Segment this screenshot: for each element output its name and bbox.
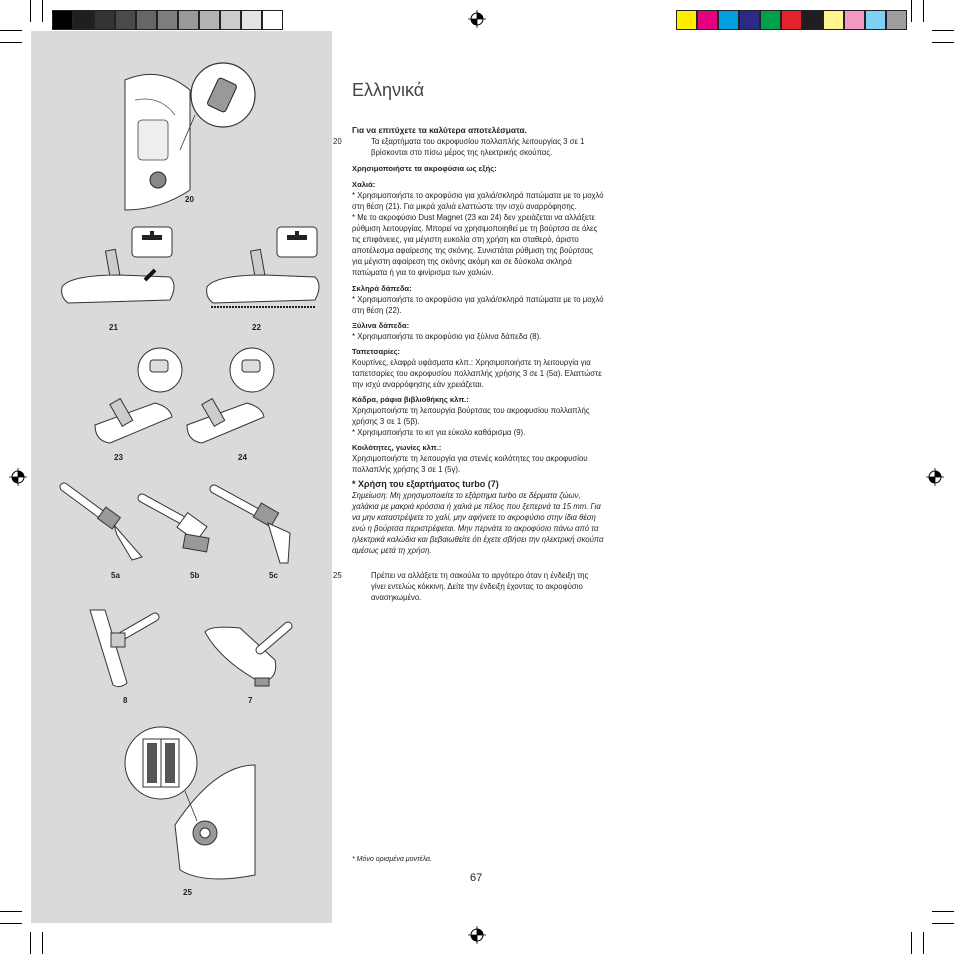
grayscale-swatch [94,10,115,30]
figure-20-illustration [120,60,260,215]
color-swatch [697,10,718,30]
figure-23-illustration [90,345,185,450]
grayscale-swatch [73,10,94,30]
registration-mark-right [926,468,944,486]
crevices-text: Χρησιμοποιήστε τη λειτουργία για στενές κοιλότητες του ακροφυσίου πολλαπλής χρήσης 3 σε 1 (5γ). [352,454,588,474]
hard-floors-title: Σκληρά δάπεδα: [352,284,412,293]
grayscale-swatch [241,10,262,30]
use-as-follows: Χρησιμοποιήστε τα ακροφύσια ως εξής: [352,164,497,173]
figure-20-label: 20 [185,195,194,204]
frames-text-1: Χρησιμοποιήστε τη λειτουργία βούρτσας του ακροφυσίου πολλαπλής χρήσης 3 σε 1 (5β). [352,406,590,426]
color-swatch [739,10,760,30]
figure-25-label: 25 [183,888,192,897]
crevices-title: Κοιλότητες, γωνίες κλπ.: [352,443,442,452]
grayscale-swatch [52,10,73,30]
turbo-note: Σημείωση: Μη χρησιμοποιείτε το εξάρτημα turbo σε δέρματα ζώων, χαλάκια με μακριά κρόσσια ή χαλιά με πέλος που ξεπερνά τα 15 mm. Για να μην καταστρέψετε το χαλί, μην αφήνετε το ακροφύσιο στην ίδια θέση ενώ η βούρτσα περιστρέφεται. Μην περνάτε το ακροφύσιο πάνω από τα ηλεκτρικά καλώδια και βεβαιωθείτε ότι έχετε σβήσει την ηλεκτρική σκούπα αμέσως μετά τη χρήση. [352,491,604,555]
color-swatch [676,10,697,30]
instruction-item-25: 25 Πρέπει να αλλάξετε τη σακούλα το αργότερο όταν η ένδειξη της γίνει εντελώς κόκκινη. Δείτε την ένδειξη έχοντας το ακροφύσιο ανασηκωμένο. [333,571,589,602]
wood-floors-text: * Χρησιμοποιήστε το ακροφύσιο για ξύλινα δάπεδα (8). [352,332,542,341]
section-heading: Για να επιτύχετε τα καλύτερα αποτελέσματα. [352,125,527,135]
figure-24-label: 24 [238,453,247,462]
carpets-title: Χαλιά: [352,180,376,189]
figure-5b-illustration [140,490,220,560]
hard-floors-text: * Χρησιμοποιήστε το ακροφύσιο για χαλιά/σκληρά πατώματα με το μοχλό στη θέση (22). [352,295,604,315]
grayscale-swatch [157,10,178,30]
page-number: 67 [470,872,483,884]
figure-22-illustration [205,225,325,315]
color-swatch [823,10,844,30]
turbo-title: * Χρήση του εξαρτήματος turbo (7) [352,479,499,489]
figure-21-illustration [60,225,180,315]
figure-24-illustration [182,345,277,450]
color-swatch [844,10,865,30]
frames-text-2: * Χρησιμοποιήστε το κιτ για εύκολο καθάρισμα (9). [352,428,526,437]
upholstery-title: Ταπετσαρίες: [352,347,401,356]
figure-23-label: 23 [114,453,123,462]
color-swatch [886,10,907,30]
grayscale-swatch [115,10,136,30]
carpets-text-2: * Με το ακροφύσιο Dust Magnet (23 και 24) δεν χρειάζεται να αλλάξετε ρύθμιση λειτουργίας. Μπορεί να χρησιμοποιηθεί με τη βούρτσα σε όλες τις επιφάνειες, για μέγιστη ευκολία στη χρήση και σταθερό, άριστο αποτέλεσμα αφαίρεσης της σκόνης. Συνιστάται ρύθμιση της βούρτσας για μέγιστη αφαίρεση της σκόνης ακόμη και σε δύσκολα σκληρά πατώματα ή για το φινίρισμα των χαλιών. [352,213,598,277]
figure-5b-label: 5b [190,571,200,580]
figure-22-label: 22 [252,323,261,332]
figure-8-illustration [85,605,165,690]
registration-mark-top [468,10,486,28]
figure-5a-label: 5a [111,571,120,580]
color-swatch [865,10,886,30]
grayscale-swatch [136,10,157,30]
instruction-item-20: 20 Τα εξαρτήματα του ακροφυσίου πολλαπλής λειτουργίας 3 σε 1 βρίσκονται στο πίσω μέρος της ηλεκτρικής σκούπας. [333,137,585,157]
wood-floors-title: Ξύλινα δάπεδα: [352,321,410,330]
grayscale-swatch [262,10,283,30]
frames-title: Κάδρα, ράφια βιβλιοθήκης κλπ.: [352,395,469,404]
registration-mark-left [9,468,27,486]
color-swatch [718,10,739,30]
figure-5c-label: 5c [269,571,278,580]
grayscale-swatch [178,10,199,30]
figure-8-label: 8 [123,696,128,705]
color-swatch [781,10,802,30]
registration-mark-bottom [468,926,486,944]
grayscale-swatch [199,10,220,30]
footnote: * Μόνο ορισμένα μοντέλα. [352,856,432,863]
language-title: Ελληνικά [352,80,425,100]
figure-25-illustration [125,725,260,885]
figure-7-label: 7 [248,696,253,705]
figure-7-illustration [200,620,295,690]
instructions-text [333,125,604,603]
figure-5c-illustration [210,485,300,570]
grayscale-swatch [220,10,241,30]
figure-21-label: 21 [109,323,118,332]
color-swatch [802,10,823,30]
upholstery-text: Κουρτίνες, ελαφρά υφάσματα κλπ.: Χρησιμοποιήστε τη λειτουργία για ταπετσαρίες του ακροφυσίου πολλαπλής χρήσης 3 σε 1 (5α). Ελαττώστε την ισχύ αναρρόφησης εάν χρειάζεται. [352,358,602,389]
carpets-text-1: * Χρησιμοποιήστε το ακροφύσιο για χαλιά/σκληρά πατώματα με το μοχλό στη θέση (21). Για μικρά χαλιά ελαττώστε την ισχύ αναρρόφησης. [352,191,604,211]
color-swatch [760,10,781,30]
